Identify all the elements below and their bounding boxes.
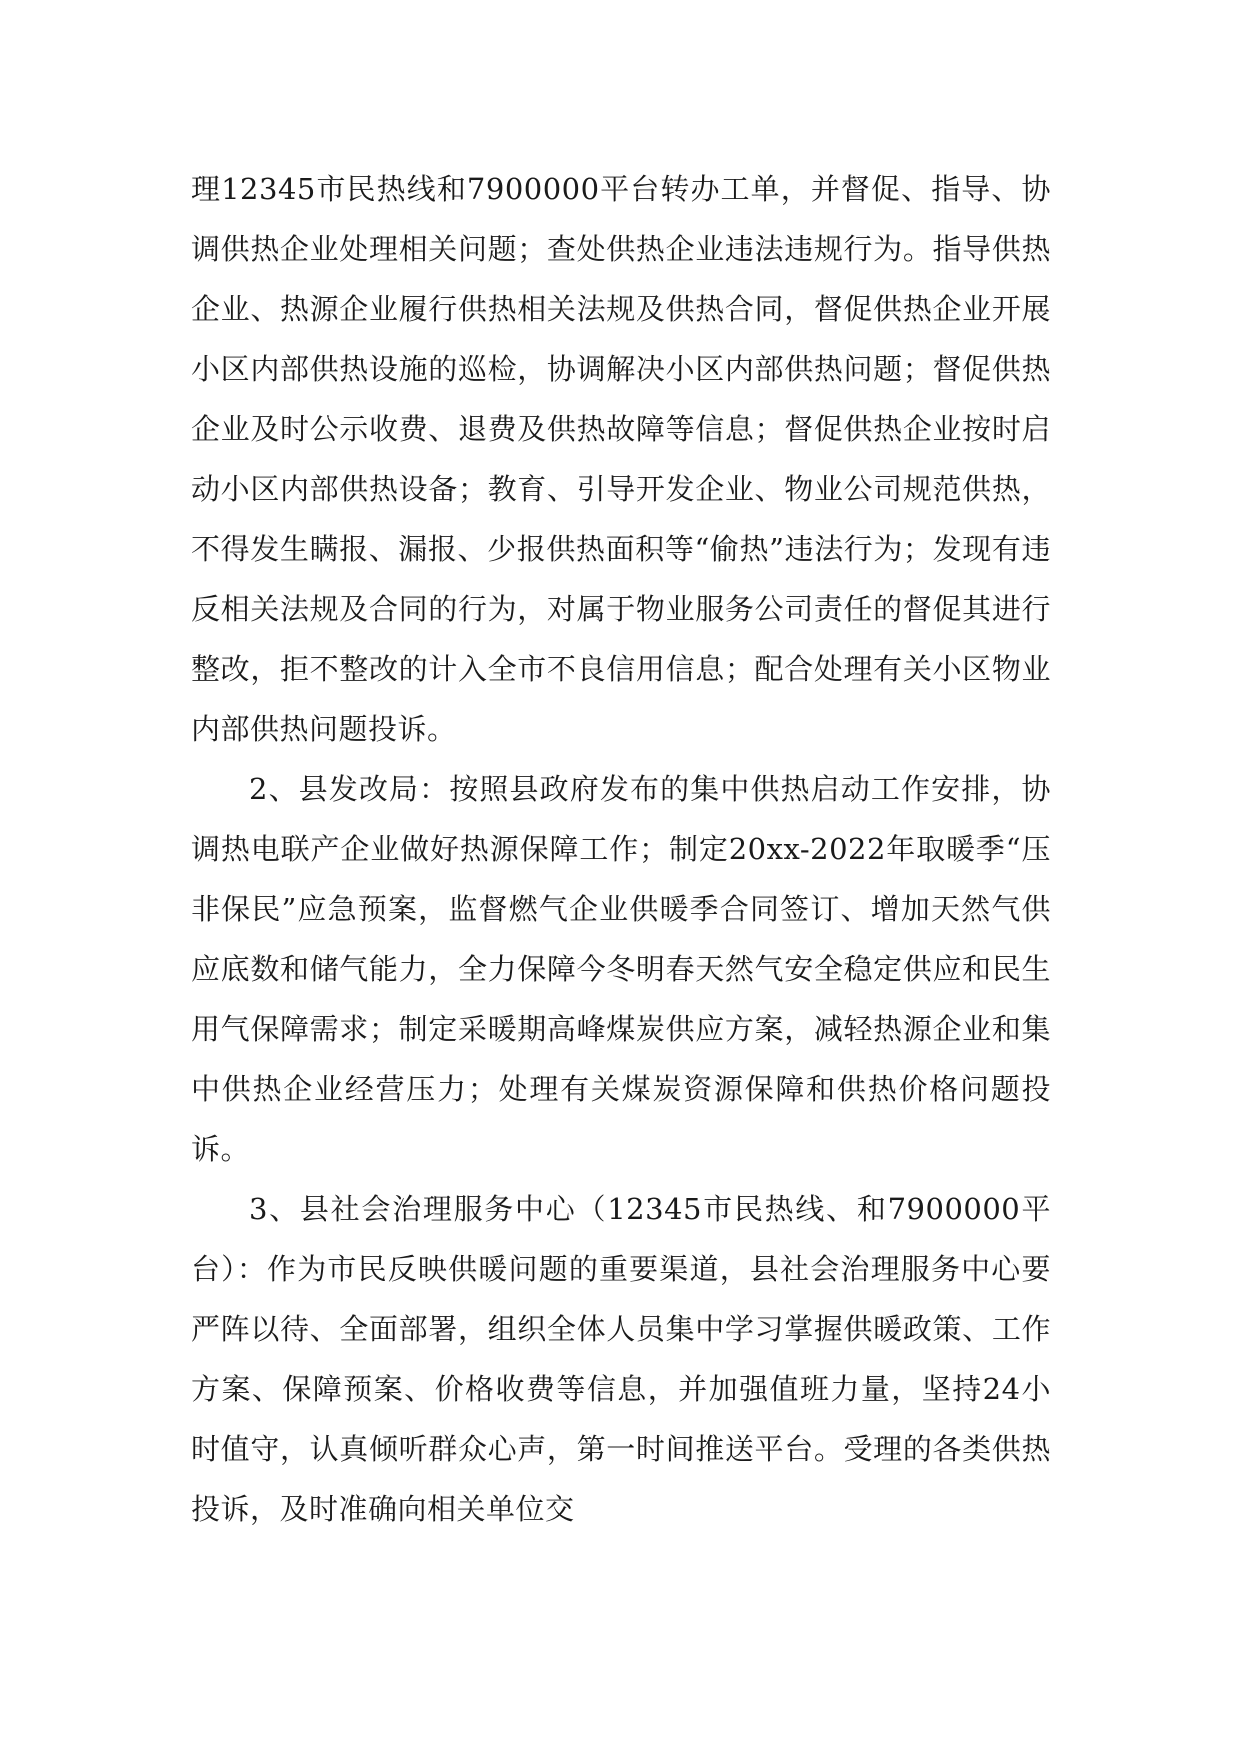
paragraph-continued: 理12345市民热线和7900000平台转办工单，并督促、指导、协调供热企业处理相关问题；查处供热企业违法违规行为。指导供热企业、热源企业履行供热相关法规及供热合同，督促供热企业开展小区内部供热设施的巡检，协调解决小区内部供热问题；督促供热企业及时公示收费、退费及供热故障等信息；督促供热企业按时启动小区内部供热设备；教育、引导开发企业、物业公司规范供热，不得发生瞒报、漏报、少报供热面积等“偷热”违法行为；发现有违反相关法规及合同的行为，对属于物业服务公司责任的督促其进行整改，拒不整改的计入全市不良信用信息；配合处理有关小区物业内部供热问题投诉。 [191,172,1051,746]
document-body [191,159,1051,1539]
paragraph-social-governance-center: 3、县社会治理服务中心（12345市民热线、和7900000平台）：作为市民反映供暖问题的重要渠道，县社会治理服务中心要严阵以待、全面部署，组织全体人员集中学习掌握供暖政策、工作方案、保障预案、价格收费等信息，并加强值班力量，坚持24小时值守，认真倾听群众心声，第一时间推送平台。受理的各类供热投诉，及时准确向相关单位交 [191,1192,1051,1526]
paragraph-county-development-bureau: 2、县发改局：按照县政府发布的集中供热启动工作安排，协调热电联产企业做好热源保障工作；制定20xx-2022年取暖季“压非保民”应急预案，监督燃气企业供暖季合同签订、增加天然气供应底数和储气能力，全力保障今冬明春天然气安全稳定供应和民生用气保障需求；制定采暖期高峰煤炭供应方案，减轻热源企业和集中供热企业经营压力；处理有关煤炭资源保障和供热价格问题投诉。 [191,772,1051,1166]
